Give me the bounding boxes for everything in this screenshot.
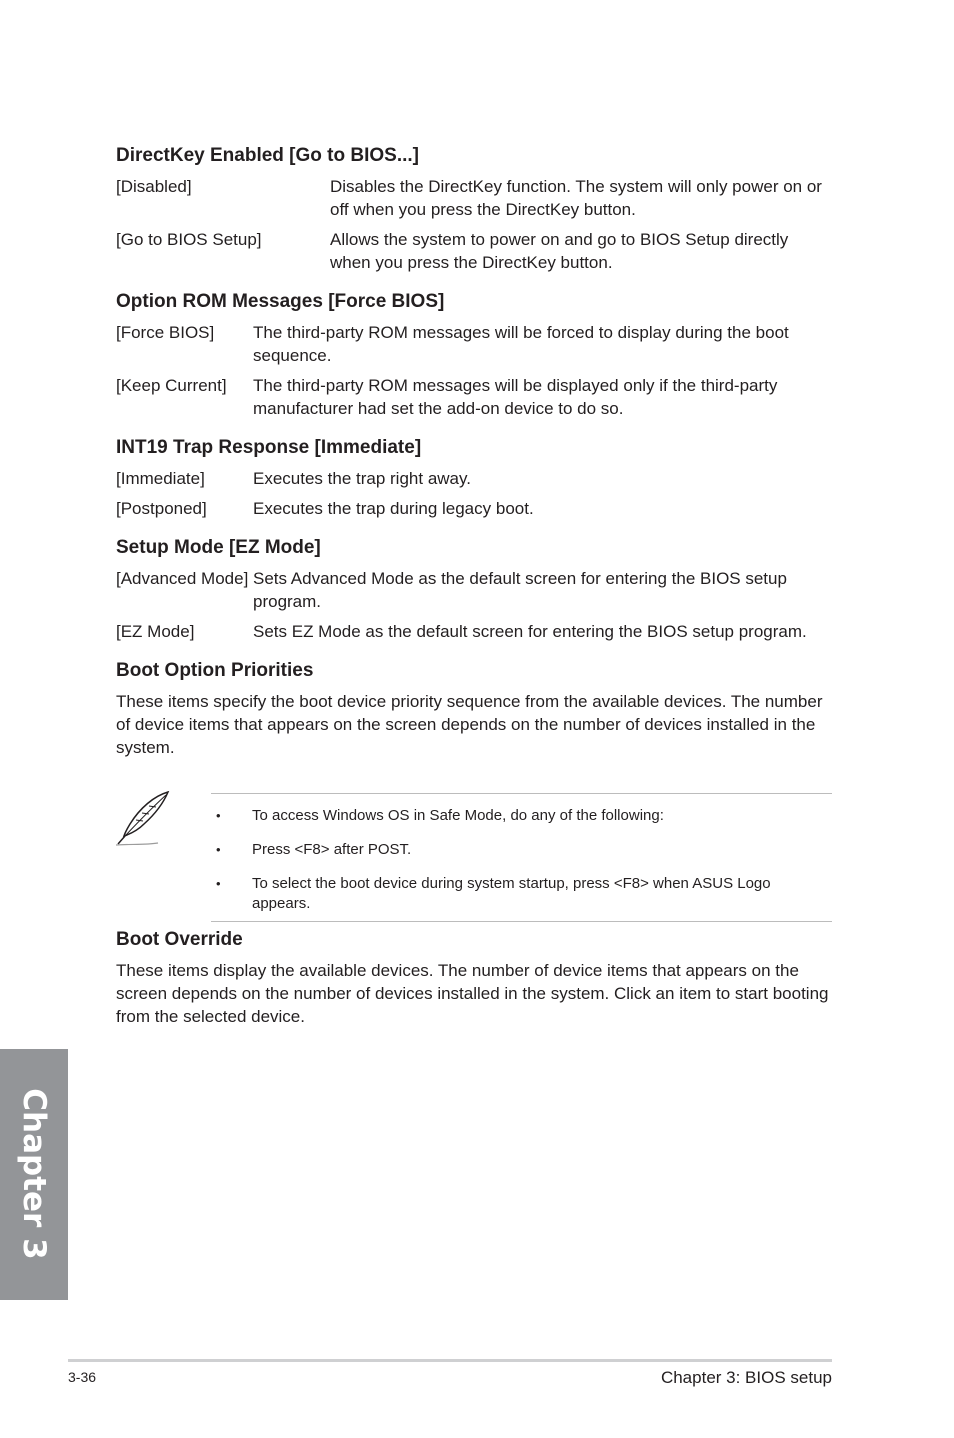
note-item-text: Press <F8> after POST. [252,841,412,858]
bullet: • [216,876,221,891]
section-boot-option-priorities [116,659,832,759]
option-row [116,175,832,221]
note-item-text: To select the boot device during system startup, press <F8> when ASUS Logo appears. [252,875,771,912]
option-key: [Disabled] [116,177,192,196]
section-title: DirectKey Enabled [Go to BIOS...] [116,145,419,166]
feather-pen-icon [116,790,172,848]
note-box [211,793,832,922]
chapter-side-tab [0,1049,68,1300]
section-title: Boot Option Priorities [116,660,314,681]
section-text: These items display the available devices. The number of device items that appears on the screen depends on the number of devices installed in the system. Click an item to start booting from the selected device. [116,961,829,1026]
section-title: Option ROM Messages [Force BIOS] [116,291,445,312]
option-description: Sets EZ Mode as the default screen for entering the BIOS setup program. [253,622,807,641]
option-row [116,374,832,420]
option-key: [Force BIOS] [116,323,215,342]
option-key: [Immediate] [116,469,205,488]
note-item [211,840,832,860]
section-title: INT19 Trap Response [Immediate] [116,437,422,458]
section-text: These items specify the boot device priority sequence from the available devices. The number of device items that appears on the screen depends on the number of devices installed in the system. [116,692,823,757]
footer-divider [68,1359,832,1362]
note-list [211,794,832,914]
option-description: Sets Advanced Mode as the default screen for entering the BIOS setup program. [253,569,787,611]
section-int19-trap-response [116,436,832,520]
page-content [116,144,832,775]
option-row [116,228,832,274]
option-row [116,321,832,367]
option-key: [Keep Current] [116,376,227,395]
option-key: [Advanced Mode] [116,569,249,588]
chapter-tab-label: Chapter 3 [16,1088,52,1260]
option-row [116,567,832,613]
option-description: Executes the trap right away. [253,469,471,488]
note-block [116,790,832,922]
section-setup-mode [116,536,832,643]
option-key: [Go to BIOS Setup] [116,230,262,249]
section-title: Boot Override [116,929,243,950]
section-directkey [116,144,832,274]
option-description: Disables the DirectKey function. The system will only power on or off when you press the DirectKey button. [330,177,822,219]
bullet: • [216,808,221,823]
option-row [116,467,832,490]
footer-chapter-title: Chapter 3: BIOS setup [660,1368,832,1387]
page-content-lower [116,928,832,1044]
option-description: The third-party ROM messages will be displayed only if the third-party manufacturer had set the add-on device to do so. [253,376,778,418]
option-description: The third-party ROM messages will be forced to display during the boot sequence. [253,323,789,365]
option-row [116,620,832,643]
section-title: Setup Mode [EZ Mode] [116,537,321,558]
section-option-rom-messages [116,290,832,420]
option-row [116,497,832,520]
page-number: 3-36 [68,1369,97,1385]
section-boot-override [116,928,832,1028]
note-item-text: To access Windows OS in Safe Mode, do any of the following: [252,807,664,824]
option-description: Allows the system to power on and go to BIOS Setup directly when you press the DirectKey button. [330,230,789,272]
note-item [211,806,832,826]
bullet: • [216,842,221,857]
option-key: [Postponed] [116,499,207,518]
option-description: Executes the trap during legacy boot. [253,499,534,518]
note-item [211,874,832,914]
option-key: [EZ Mode] [116,622,195,641]
